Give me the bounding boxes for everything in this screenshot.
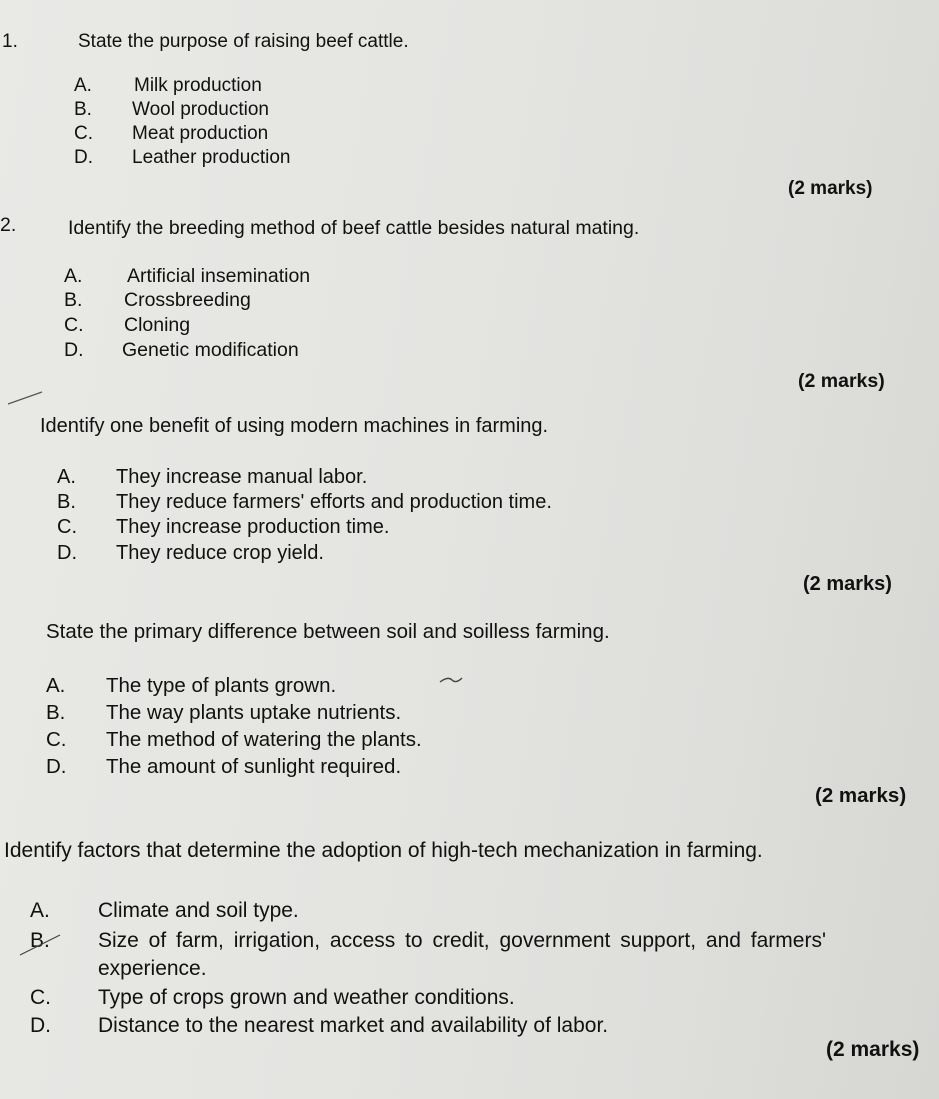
q4-option-d-letter: D. (46, 755, 67, 778)
q5-option-b-text-continued: experience. (98, 957, 207, 980)
q4-marks: (2 marks) (815, 784, 907, 807)
q2-option-b-text: Crossbreeding (124, 289, 251, 311)
q1-option-b-letter: B. (74, 99, 92, 120)
q1-option-d-text: Leather production (132, 147, 291, 168)
q3-option-c-letter: C. (57, 516, 77, 538)
q2-number: 2. (0, 214, 17, 236)
q2-option-b-letter: B. (64, 289, 83, 311)
q3-option-a-text: They increase manual labor. (116, 466, 368, 488)
q3-option-a-letter: A. (57, 466, 76, 488)
q2-option-a-letter: A. (64, 265, 83, 287)
q2-option-d-text: Genetic modification (122, 339, 299, 361)
q2-option-a-text: Artificial insemination (127, 265, 311, 287)
q3-option-d-letter: D. (57, 542, 77, 564)
q5-marks: (2 marks) (826, 1038, 920, 1061)
q4-option-d-text: The amount of sunlight required. (106, 755, 402, 778)
q1-text: State the purpose of raising beef cattle. (78, 31, 409, 52)
q3-option-c-text: They increase production time. (116, 516, 390, 538)
q2-option-d-letter: D. (64, 339, 84, 361)
q5-option-b-text: Size of farm, irrigation, access to credit, government support, and farmers' (98, 929, 826, 952)
q5-option-b-letter: B. (30, 929, 50, 952)
q4-option-b-letter: B. (46, 701, 66, 724)
q2-marks: (2 marks) (798, 370, 885, 392)
q5-option-a-letter: A. (30, 899, 50, 922)
q1-option-c-text: Meat production (132, 123, 269, 144)
q4-option-c-letter: C. (46, 728, 67, 751)
q1-option-c-letter: C. (74, 123, 93, 144)
q3-text: Identify one benefit of using modern machines in farming. (40, 415, 549, 437)
q1-option-b-text: Wool production (132, 99, 269, 120)
q4-option-c-text: The method of watering the plants. (106, 728, 422, 751)
q5-option-a-text: Climate and soil type. (98, 899, 299, 922)
q4-option-a-text: The type of plants grown. (106, 674, 337, 697)
q4-option-b-text: The way plants uptake nutrients. (106, 701, 402, 724)
q1-marks: (2 marks) (788, 178, 873, 199)
pencil-stroke (8, 392, 42, 404)
tick-mark (440, 678, 462, 682)
q5-option-c-letter: C. (30, 986, 51, 1009)
q2-option-c-text: Cloning (124, 314, 191, 336)
q5-text: Identify factors that determine the adoption of high-tech mechanization in farming. (4, 839, 763, 862)
q4-text: State the primary difference between soil and soilless farming. (46, 620, 610, 643)
q5-option-c-text: Type of crops grown and weather conditions. (98, 986, 515, 1009)
q1-option-a-text: Milk production (134, 75, 262, 96)
q2-option-c-letter: C. (64, 314, 84, 336)
q2-text: Identify the breeding method of beef cattle besides natural mating. (68, 217, 640, 239)
q1-option-d-letter: D. (74, 147, 93, 168)
q1-option-a-letter: A. (74, 75, 92, 96)
q5-option-d-letter: D. (30, 1014, 51, 1037)
q4-option-a-letter: A. (46, 674, 66, 697)
q3-option-b-letter: B. (57, 491, 76, 513)
q1-number: 1. (2, 31, 18, 52)
q3-option-d-text: They reduce crop yield. (116, 542, 324, 564)
q3-option-b-text: They reduce farmers' efforts and production time. (116, 491, 552, 513)
q3-marks: (2 marks) (803, 573, 892, 595)
q5-option-d-text: Distance to the nearest market and availability of labor. (98, 1014, 609, 1037)
